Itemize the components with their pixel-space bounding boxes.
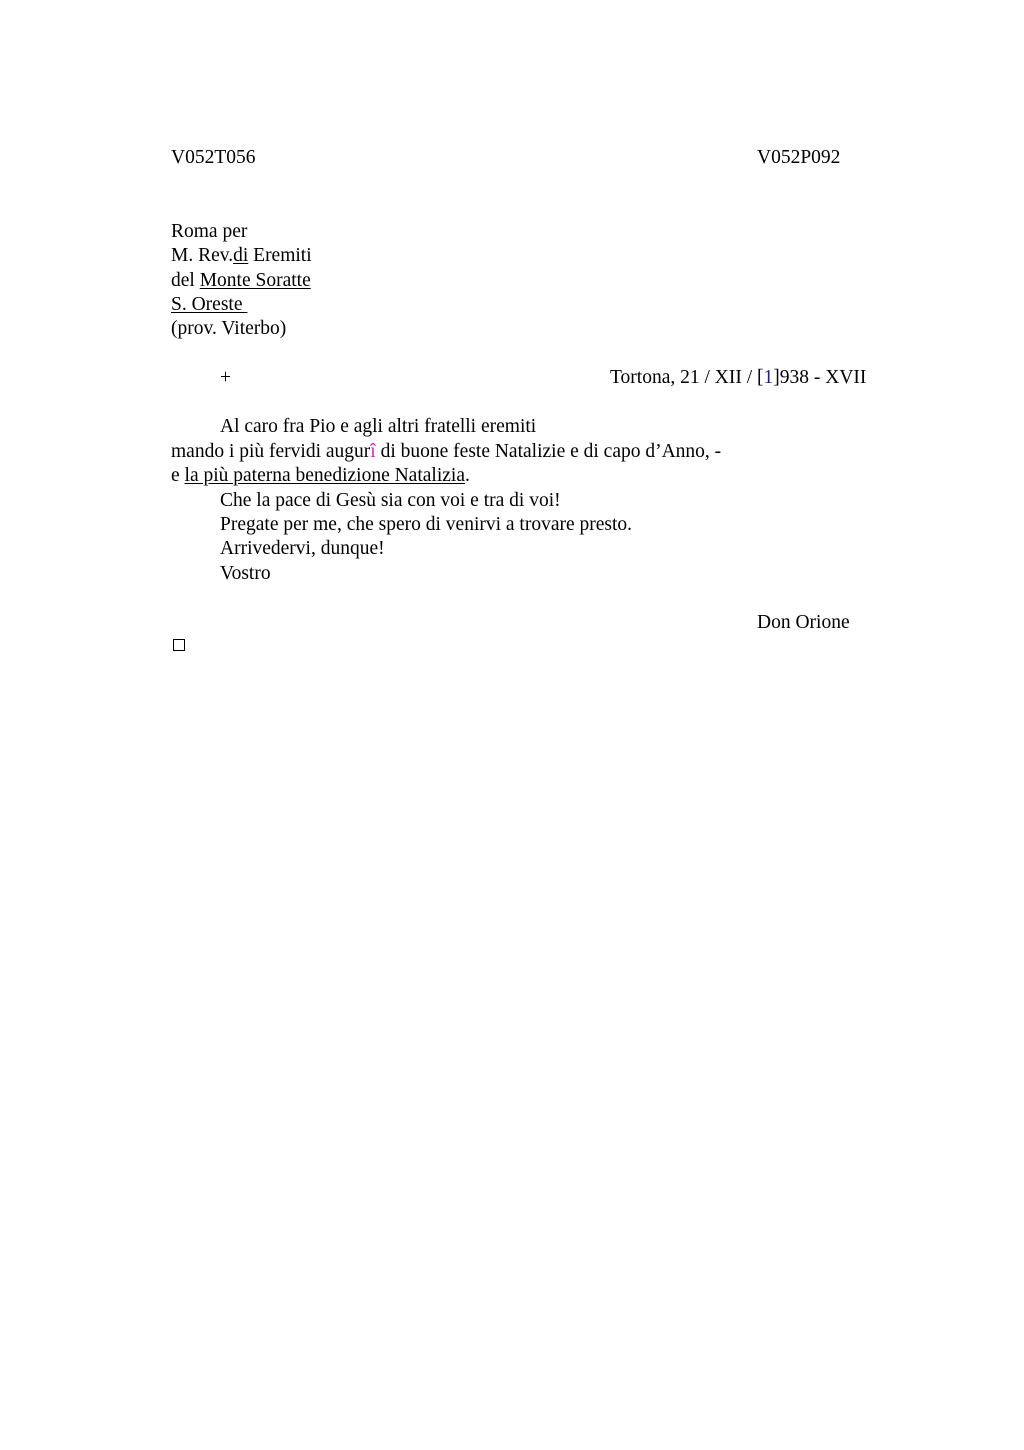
address-line-4: S. Oreste bbox=[171, 294, 248, 315]
address-line-3-prefix: del bbox=[171, 270, 200, 291]
body-line-3-b: . bbox=[464, 465, 470, 486]
address-line-3-place: Monte Soratte bbox=[199, 270, 311, 291]
signature: Don Orione bbox=[757, 612, 850, 633]
address-line-3 bbox=[171, 269, 311, 294]
cross-mark: + bbox=[220, 367, 231, 388]
address-line-2-suffix: Eremiti bbox=[248, 245, 312, 266]
end-box-mark bbox=[173, 639, 185, 651]
body-line-3-underlined: la più paterna benedizione Natalizia bbox=[184, 465, 465, 486]
body-line-2-b: di buone feste Natalizie e di capo d’Anno, - bbox=[375, 441, 722, 462]
body-line-7: Vostro bbox=[220, 563, 271, 584]
body-line-2-accent: î bbox=[370, 441, 376, 462]
body-line-6: Arrivedervi, dunque! bbox=[220, 538, 385, 559]
address-line-2-abbrev: di bbox=[233, 245, 249, 266]
body-line-3 bbox=[171, 464, 470, 489]
dateline bbox=[610, 366, 866, 391]
address-line-1: Roma per bbox=[171, 221, 248, 242]
body-line-3-a: e bbox=[171, 465, 185, 486]
document-code-left: V052T056 bbox=[171, 147, 256, 168]
date-suffix: ]938 - XVII bbox=[773, 367, 867, 388]
body-line-1: Al caro fra Pio e agli altri fratelli eremiti bbox=[220, 416, 537, 437]
address-line-5: (prov. Viterbo) bbox=[171, 318, 287, 339]
document-code-right: V052P092 bbox=[757, 147, 841, 168]
body-line-5: Pregate per me, che spero di venirvi a trovare presto. bbox=[220, 514, 633, 535]
body-line-2 bbox=[171, 440, 721, 465]
date-bracket-number: 1 bbox=[763, 367, 774, 388]
date-prefix: Tortona, 21 / XII / [ bbox=[610, 367, 764, 388]
body-line-4: Che la pace di Gesù sia con voi e tra di voi! bbox=[220, 490, 561, 511]
address-line-2 bbox=[171, 244, 312, 269]
body-line-2-a: mando i più fervidi augur bbox=[171, 441, 371, 462]
address-line-2-prefix: M. Rev. bbox=[171, 245, 234, 266]
